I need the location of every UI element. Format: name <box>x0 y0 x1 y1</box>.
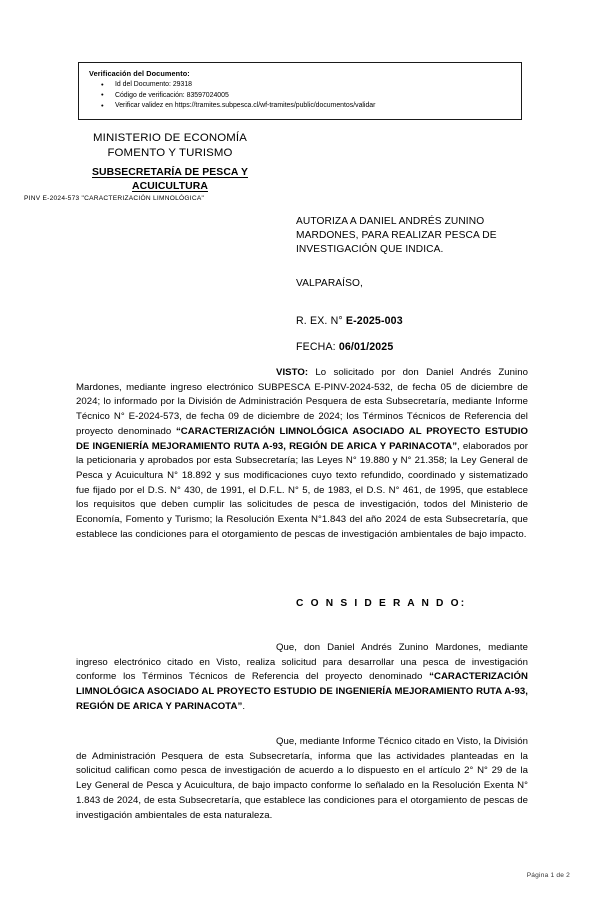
subsecretaria-line-1: SUBSECRETARÍA DE PESCA Y <box>92 167 248 178</box>
visto-label: VISTO: <box>276 367 309 378</box>
considerando-1-project-title: “CARACTERIZACIÓN LIMNOLÓGICA ASOCIADO AL PROYECTO ESTUDIO DE INGENIERÍA MEJORAMIENTO RUTA A-93, REGIÓN DE ARICA Y PARINACOTA” <box>76 671 528 712</box>
considerando-2-text: Que, mediante Informe Técnico citado en Visto, la División de Administración Pesquera de esta Subsecretaría, informa que las actividades planteadas en la solicitud califican como pesca de investigación de acuerdo a lo dispuesto en el artículo 2° N° 29 de la Ley General de Pesca y Acuicultura, de bajo impacto conforme lo señalado en la Resolución Exenta N° 1.843 de 2024, de esta Subsecretaría, que establece las condiciones para el otorgamiento de pescas de investigación ambientales de esta naturaleza. <box>76 736 528 821</box>
visto-text-part-2: , elaborados por la peticionaria y aprobados por esta Subsecretaría; las Leyes N° 19.880 y N° 21.358; la Ley General de Pesca y Acuicultura N° 18.892 y sus modificaciones cuyo texto refundido, coordinado y sistematizado fue fijado por el D.S. N° 430, de 1991, el D.F.L. N° 5, de 1983, el D.S. N° 461, de 1995, que establece los requisitos que deben cumplir las solicitudes de pesca de investigación, todos del Ministerio de Economía, Fomento y Turismo; la Resolución Exenta N°1.843 del año 2024 de esta Subsecretaría, que establece las condiciones para el otorgamiento de pescas de investigación ambientales de bajo impacto. <box>76 440 528 540</box>
resolution-date-value: 06/01/2025 <box>338 341 394 353</box>
verification-item-document-id: • Id del Documento: 29318 <box>89 80 513 91</box>
visto-project-title: “CARACTERIZACIÓN LIMNOLÓGICA ASOCIADO AL PROYECTO ESTUDIO DE INGENIERÍA MEJORAMIENTO RUTA A-93, REGIÓN DE ARICA Y PARINACOTA” <box>76 425 528 452</box>
page-number-footer: Página 1 de 2 <box>526 872 570 879</box>
resolution-city: VALPARAÍSO, <box>296 278 363 289</box>
visto-text-part-1: Lo solicitado por don Daniel Andrés Zunino Mardones, mediante ingreso electrónico SUBPESCA E-PINV-2024-532, de fecha 05 de diciembre de 2024; lo informado por la División de Administración Pesquera de esta Subsecretaría, mediante Informe Técnico N° E-2024-573, de fecha 09 de diciembre de 2024; los Términos Técnicos de Referencia del proyecto denominado <box>76 367 528 437</box>
verification-item-url: • Verificar validez en https://tramites.subpesca.cl/wf-tramites/public/documentos/validar <box>89 101 513 112</box>
verification-list <box>89 80 513 112</box>
document-verification-box <box>78 62 522 120</box>
verification-title: Verificación del Documento: <box>89 69 190 78</box>
considerando-paragraph-1 <box>76 641 528 715</box>
subsecretaria-heading <box>44 166 296 193</box>
visto-paragraph <box>76 366 528 542</box>
resolution-number-value: E-2025-003 <box>345 315 403 327</box>
considerando-paragraph-2 <box>76 735 528 823</box>
resolution-subject: AUTORIZA A DANIEL ANDRÉS ZUNINO MARDONES, PARA REALIZAR PESCA DE INVESTIGACIÓN QUE INDICA. <box>296 216 497 256</box>
verification-item-code: • Código de verificación: 83597024005 <box>89 91 513 102</box>
resolution-number-line <box>296 315 528 327</box>
resolution-number-label: R. EX. N° <box>296 315 343 327</box>
resolution-date-line <box>296 341 528 353</box>
project-reference-label: PINV E-2024-573 "CARACTERIZACIÓN LIMNOLÓGICA" <box>24 195 205 202</box>
resolution-date-label: FECHA: <box>296 341 336 353</box>
ministry-line-2: FOMENTO Y TURISMO <box>107 147 233 159</box>
considerando-1-text-part-2: . <box>242 700 246 712</box>
subsecretaria-line-2: ACUICULTURA <box>132 180 208 192</box>
ministry-heading <box>44 131 296 161</box>
considerando-heading: C O N S I D E R A N D O: <box>296 598 467 609</box>
ministry-line-1: MINISTERIO DE ECONOMÍA <box>93 132 247 144</box>
considerando-1-text-part-1: Que, don Daniel Andrés Zunino Mardones, mediante ingreso electrónico citado en Visto, realiza solicitud para desarrollar una pesca de investigación conforme los Términos Técnicos de Referencia del proyecto denominado <box>76 642 528 683</box>
